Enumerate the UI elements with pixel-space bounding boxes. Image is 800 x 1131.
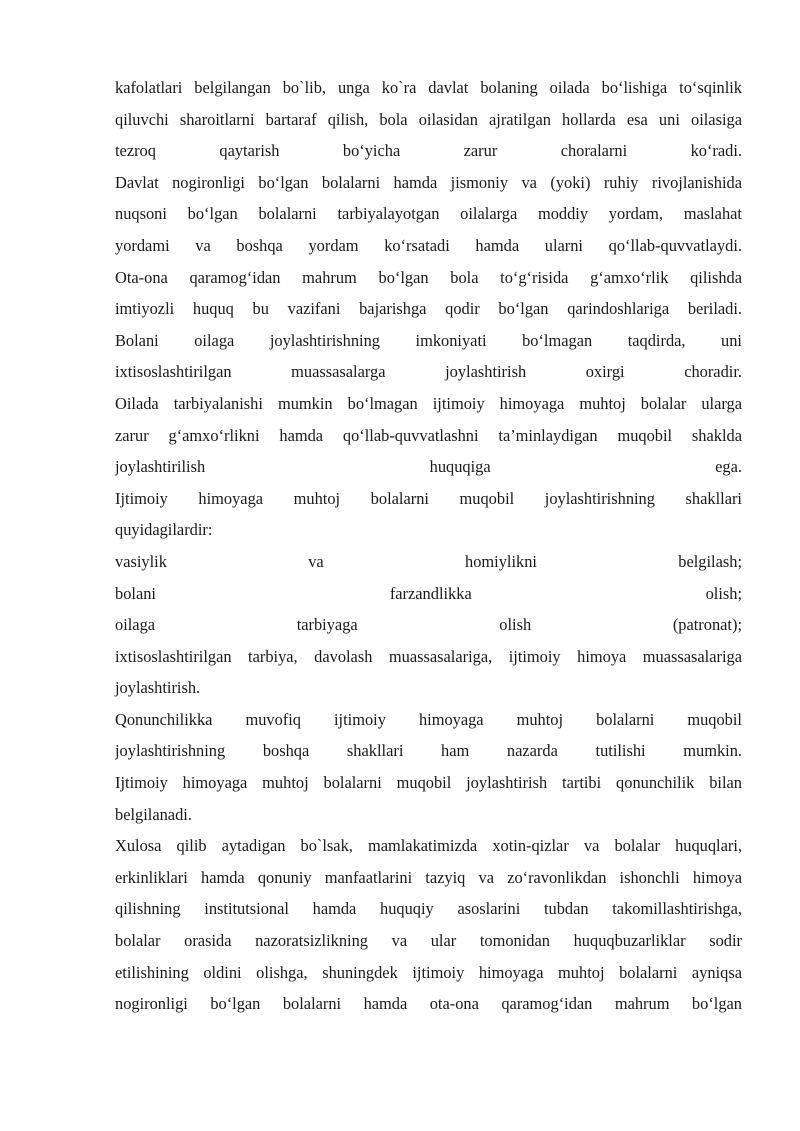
text-line: ixtisoslashtirilgan tarbiya, davolash muassasalariga, ijtimoiy himoya muassasalariga	[115, 646, 742, 666]
text-line: joylashtirilish huquqiga ega.	[115, 457, 742, 477]
text-line: tezroq qaytarish bo‘yicha zarur choralarni ko‘radi.	[115, 141, 742, 161]
text-line: qilishning institutsional hamda huquqiy asoslarini tubdan takomillashtirishga,	[115, 899, 742, 919]
text-line: Davlat nogironligi bo‘lgan bolalarni hamda jismoniy va (yoki) ruhiy rivojlanishida	[115, 172, 742, 192]
text-line: bolalar orasida nazoratsizlikning va ular tomonidan huquqbuzarliklar sodir	[115, 931, 742, 951]
text-line: ixtisoslashtirilgan muassasalarga joylashtirish oxirgi choradir.	[115, 362, 742, 382]
text-line: Qonunchilikka muvofiq ijtimoiy himoyaga muhtoj bolalarni muqobil	[115, 709, 742, 729]
text-line: Oilada tarbiyalanishi mumkin bo‘lmagan ijtimoiy himoyaga muhtoj bolalar ularga	[115, 393, 742, 413]
text-line: kafolatlari belgilangan bo`lib, unga ko`ra davlat bolaning oilada bo‘lishiga to‘sqinlik	[115, 78, 742, 97]
text-line: nogironligi bo‘lgan bolalarni hamda ota-ona qaramog‘idan mahrum bo‘lgan	[115, 994, 742, 1014]
text-line: etilishining oldini olishga, shuningdek ijtimoiy himoyaga muhtoj bolalarni ayniqsa	[115, 962, 742, 982]
text-line: erkinliklari hamda qonuniy manfaatlarini tazyiq va zo‘ravonlikdan ishonchli himoya	[115, 867, 742, 887]
text-line: Ota-ona qaramog‘idan mahrum bo‘lgan bola to‘g‘risida g‘amxo‘rlik qilishda	[115, 267, 742, 287]
text-line: quyidagilardir:	[115, 520, 213, 540]
text-line: Ijtimoiy himoyaga muhtoj bolalarni muqobil joylashtirishning shakllari	[115, 488, 742, 508]
text-line: Bolani oilaga joylashtirishning imkoniyati bo‘lmagan taqdirda, uni	[115, 330, 742, 350]
text-line: yordami va boshqa yordam ko‘rsatadi hamda ularni qo‘llab-quvvatlaydi.	[115, 235, 742, 255]
text-line: qiluvchi sharoitlarni bartaraf qilish, bola oilasidan ajratilgan hollarda esa uni oilasiga	[115, 109, 742, 129]
text-line: joylashtirishning boshqa shakllari ham nazarda tutilishi mumkin.	[115, 741, 742, 761]
text-line: bolani farzandlikka olish;	[115, 583, 742, 603]
text-line: oilaga tarbiyaga olish (patronat);	[115, 615, 742, 635]
text-line: Xulosa qilib aytadigan bo`lsak, mamlakatimizda xotin-qizlar va bolalar huquqlari,	[115, 836, 742, 856]
text-line: vasiylik va homiylikni belgilash;	[115, 551, 742, 571]
text-line: nuqsoni bo‘lgan bolalarni tarbiyalayotgan oilalarga moddiy yordam, maslahat	[115, 204, 742, 224]
text-line: Ijtimoiy himoyaga muhtoj bolalarni muqobil joylashtirish tartibi qonunchilik bilan	[115, 773, 742, 793]
text-line: belgilanadi.	[115, 804, 192, 824]
document-body-text	[115, 72, 742, 1020]
text-line: imtiyozli huquq bu vazifani bajarishga qodir bo‘lgan qarindoshlariga beriladi.	[115, 299, 742, 319]
text-line: joylashtirish.	[115, 678, 201, 698]
text-line: zarur g‘amxo‘rlikni hamda qo‘llab-quvvatlashni ta’minlaydigan muqobil shaklda	[115, 425, 742, 445]
